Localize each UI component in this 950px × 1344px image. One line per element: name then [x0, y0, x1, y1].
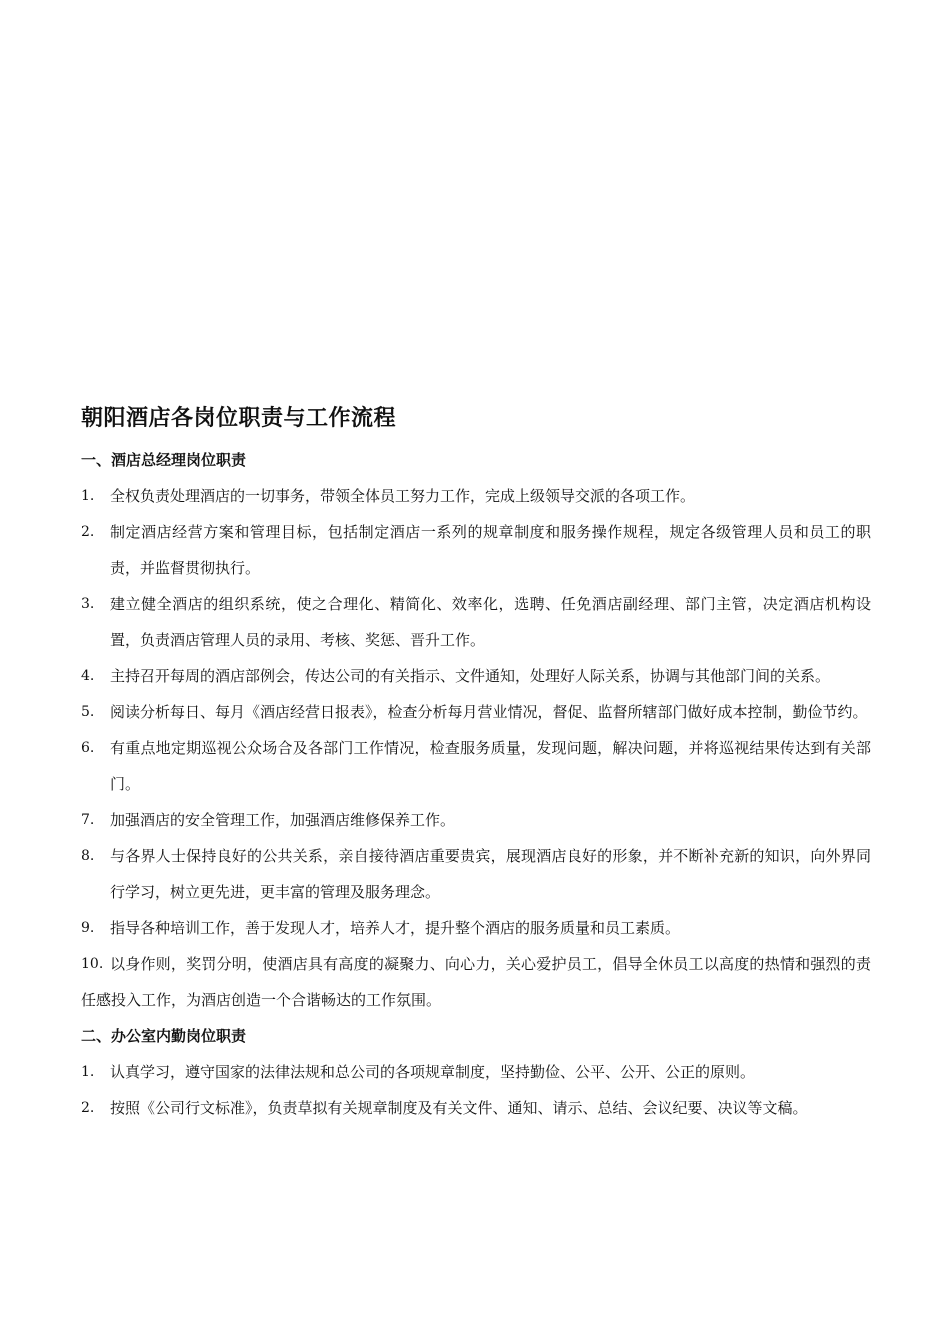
- item-text: 认真学习，遵守国家的法律法规和总公司的各项规章制度，坚持勤俭、公平、公开、公正的原则。: [110, 1063, 756, 1081]
- item-text: 与各界人士保持良好的公共关系，亲自接待酒店重要贵宾，展现酒店良好的形象，并不断补充新的知识，向外界同行学习，树立更先进，更丰富的管理及服务理念。: [110, 847, 871, 901]
- item-number: 1.: [81, 488, 95, 504]
- section-heading: 一、酒店总经理岗位职责: [81, 451, 247, 469]
- item-text: 按照《公司行文标准》，负责草拟有关规章制度及有关文件、通知、请示、总结、会议纪要、决议等文稿。: [110, 1099, 808, 1117]
- list-item: [81, 694, 871, 730]
- section-general-manager: [81, 442, 871, 1018]
- item-text: 制定酒店经营方案和管理目标，包括制定酒店一系列的规章制度和服务操作规程，规定各级管理人员和员工的职责，并监督贯彻执行。: [110, 523, 871, 577]
- item-number: 2.: [81, 1100, 95, 1116]
- section-office-clerk: [81, 1018, 871, 1126]
- item-number: 6.: [81, 740, 95, 756]
- item-text: 主持召开每周的酒店部例会，传达公司的有关指示、文件通知，处理好人际关系，协调与其他部门间的关系。: [110, 667, 831, 685]
- section-heading: 二、办公室内勤岗位职责: [81, 1027, 247, 1045]
- item-number: 1.: [81, 1064, 95, 1080]
- list-item: [81, 802, 871, 838]
- list-item: [81, 910, 871, 946]
- item-number: 5.: [81, 704, 95, 720]
- duty-list: [81, 1054, 871, 1126]
- item-text: 全权负责处理酒店的一切事务，带领全体员工努力工作，完成上级领导交派的各项工作。: [110, 487, 696, 505]
- item-number: 2.: [81, 524, 95, 540]
- list-item: [81, 946, 871, 1018]
- item-text: 有重点地定期巡视公众场合及各部门工作情况，检查服务质量，发现问题，解决问题，并将巡视结果传达到有关部门。: [110, 739, 871, 793]
- item-number: 9.: [81, 920, 95, 936]
- item-number: 4.: [81, 668, 95, 684]
- list-item: [81, 658, 871, 694]
- list-item: [81, 730, 871, 802]
- item-text: 加强酒店的安全管理工作，加强酒店维修保养工作。: [110, 811, 456, 829]
- item-text: 建立健全酒店的组织系统，使之合理化、精简化、效率化，选聘、任免酒店副经理、部门主管，决定酒店机构设置，负责酒店管理人员的录用、考核、奖惩、晋升工作。: [110, 595, 871, 649]
- list-item: [81, 1054, 871, 1090]
- item-number: 7.: [81, 812, 95, 828]
- document-page: [81, 400, 871, 1126]
- item-number: 10.: [81, 956, 104, 972]
- document-title: 朝阳酒店各岗位职责与工作流程: [81, 406, 397, 431]
- item-text: 以身作则，奖罚分明，使酒店具有高度的凝聚力、向心力，关心爱护员工，倡导全休员工以高度的热情和强烈的责任感投入工作，为酒店创造一个合谐畅达的工作氛围。: [81, 955, 871, 1009]
- item-number: 8.: [81, 848, 95, 864]
- item-text: 指导各种培训工作，善于发现人才，培养人才，提升整个酒店的服务质量和员工素质。: [110, 919, 681, 937]
- item-number: 3.: [81, 596, 95, 612]
- list-item: [81, 478, 871, 514]
- list-item: [81, 1090, 871, 1126]
- duty-list: [81, 478, 871, 1018]
- list-item: [81, 586, 871, 658]
- item-text: 阅读分析每日、每月《酒店经营日报表》，检查分析每月营业情况，督促、监督所辖部门做好成本控制，勤俭节约。: [110, 703, 868, 721]
- list-item: [81, 514, 871, 586]
- list-item: [81, 838, 871, 910]
